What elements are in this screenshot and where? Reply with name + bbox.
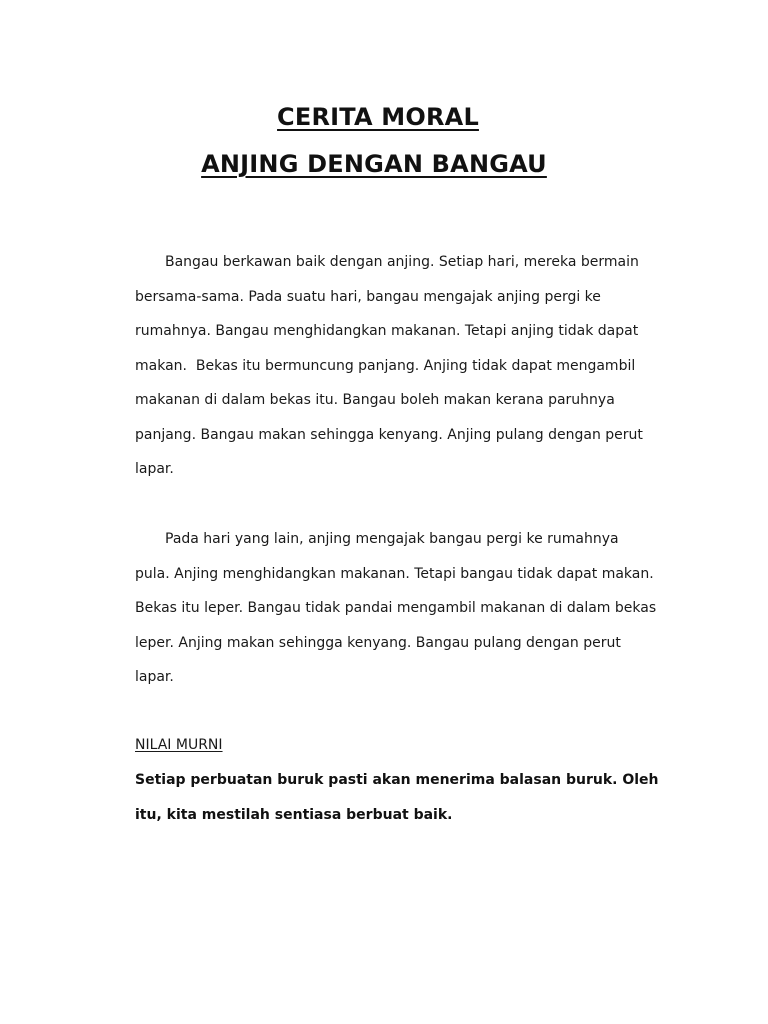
- story-paragraph-1: [135, 245, 655, 487]
- paragraph-line: Bangau berkawan baik dengan anjing. Setiap hari, mereka bermain: [165, 254, 639, 270]
- paragraph-line: pula. Anjing menghidangkan makanan. Tetapi bangau tidak dapat makan.: [135, 565, 654, 582]
- paragraph-line: panjang. Bangau makan sehingga kenyang. Anjing pulang dengan perut: [135, 426, 643, 443]
- nilai-murni-text: [135, 763, 675, 832]
- paragraph-line: rumahnya. Bangau menghidangkan makanan. Tetapi anjing tidak dapat: [135, 323, 639, 339]
- story-paragraph-2: [135, 522, 655, 695]
- paragraph-line: Bekas itu leper. Bangau tidak pandai mengambil makanan di dalam bekas: [135, 600, 657, 616]
- paragraph-line: leper. Anjing makan sehingga kenyang. Bangau pulang dengan perut: [135, 634, 621, 651]
- paragraph-line: makan. Bekas itu bermuncung panjang. Anjing tidak dapat mengambil: [135, 357, 636, 374]
- paragraph-line: bersama-sama. Pada suatu hari, bangau mengajak anjing pergi ke: [135, 288, 601, 305]
- paragraph-line: lapar.: [135, 461, 174, 477]
- paragraph-line: lapar.: [135, 669, 174, 685]
- moral-line: Setiap perbuatan buruk pasti akan menerima balasan buruk. Oleh: [135, 772, 659, 788]
- moral-line: itu, kita mestilah sentiasa berbuat baik.: [135, 806, 453, 823]
- title-cerita-moral: CERITA MORAL: [277, 103, 479, 131]
- paragraph-line: makanan di dalam bekas itu. Bangau boleh makan kerana paruhnya: [135, 392, 615, 408]
- title-story-name: ANJING DENGAN BANGAU: [201, 150, 547, 178]
- paragraph-line: Pada hari yang lain, anjing mengajak bangau pergi ke rumahnya: [165, 531, 619, 547]
- nilai-murni-heading: NILAI MURNI: [135, 737, 223, 753]
